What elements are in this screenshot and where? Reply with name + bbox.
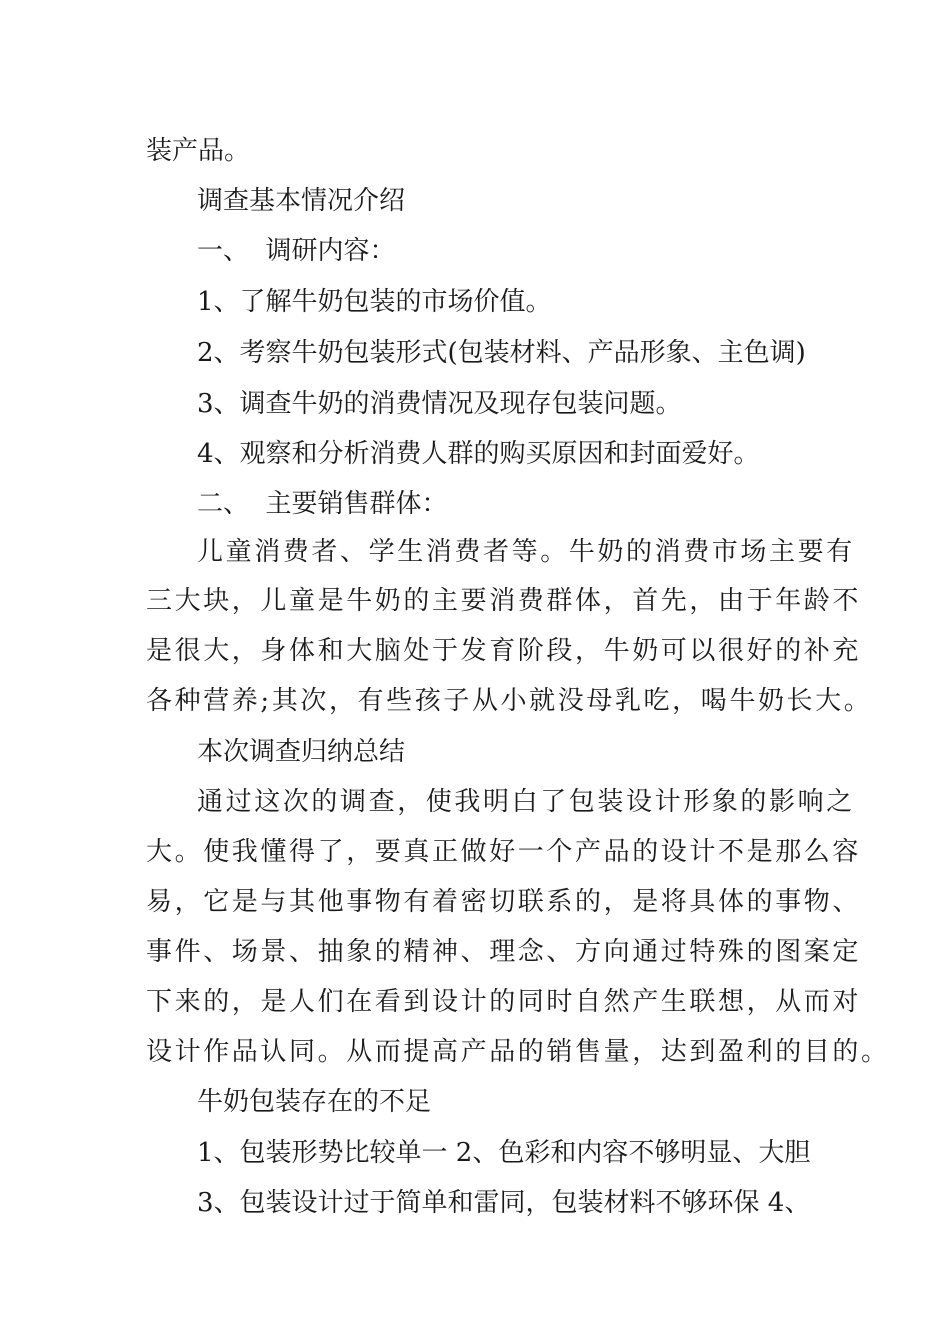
paragraph-line: 大。使我懂得了，要真正做好一个产品的设计不是那么容 (146, 837, 862, 867)
list-item: 3、包装设计过于简单和雷同，包装材料不够环保 4、 (197, 1188, 811, 1218)
paragraph-line: 设计作品认同。从而提高产品的销售量，达到盈利的目的。 (146, 1037, 890, 1067)
list-item: 2、考察牛奶包装形式(包装材料、产品形象、主色调) (197, 338, 806, 368)
text-line: 装产品。 (146, 136, 251, 166)
paragraph-line: 是很大，身体和大脑处于发育阶段，牛奶可以很好的补充 (146, 636, 862, 666)
section-heading: 本次调查归纳总结 (197, 737, 406, 767)
list-item: 3、调查牛奶的消费情况及现存包装问题。 (197, 389, 682, 419)
paragraph-line: 各种营养;其次，有些孩子从小就没母乳吃，喝牛奶长大。 (146, 686, 873, 716)
subsection-heading: 二、 主要销售群体： (197, 489, 448, 519)
paragraph-line: 易，它是与其他事物有着密切联系的，是将具体的事物、 (146, 887, 862, 917)
paragraph-line: 儿童消费者、学生消费者等。牛奶的消费市场主要有 (197, 537, 855, 567)
list-item: 1、了解牛奶包装的市场价值。 (197, 287, 552, 317)
paragraph-line: 下来的，是人们在看到设计的同时自然产生联想，从而对 (146, 987, 862, 1017)
section-heading: 牛奶包装存在的不足 (197, 1087, 432, 1117)
subsection-heading: 一、 调研内容： (197, 236, 396, 266)
list-item: 4、观察和分析消费人群的购买原因和封面爱好。 (197, 439, 760, 469)
paragraph-line: 通过这次的调查，使我明白了包装设计形象的影响之 (197, 787, 855, 817)
paragraph-line: 事件、场景、抽象的精神、理念、方向通过特殊的图案定 (146, 937, 862, 967)
paragraph-line: 三大块，儿童是牛奶的主要消费群体，首先，由于年龄不 (146, 586, 862, 616)
list-item: 1、包装形势比较单一 2、色彩和内容不够明显、大胆 (197, 1138, 811, 1168)
section-heading: 调查基本情况介绍 (197, 186, 406, 216)
